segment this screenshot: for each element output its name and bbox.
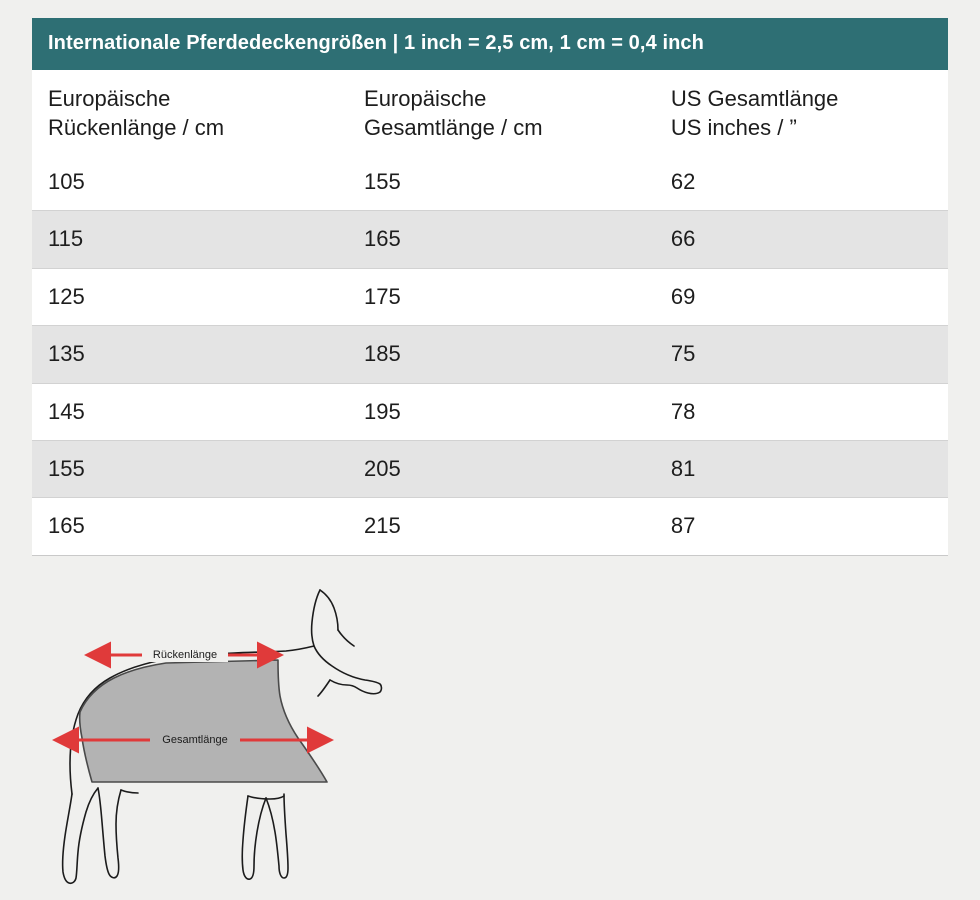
cell-total-length: 175 bbox=[348, 268, 655, 325]
cell-total-length: 195 bbox=[348, 383, 655, 440]
cell-total-length: 215 bbox=[348, 498, 655, 555]
cell-back-length: 155 bbox=[32, 441, 348, 498]
column-header-us-length bbox=[655, 70, 948, 154]
column-header-back-length-line1: Europäische bbox=[48, 86, 171, 111]
cell-total-length: 205 bbox=[348, 441, 655, 498]
cell-back-length: 135 bbox=[32, 326, 348, 383]
cell-total-length: 155 bbox=[348, 154, 655, 211]
cell-back-length: 165 bbox=[32, 498, 348, 555]
column-header-total-length bbox=[348, 70, 655, 154]
table-title: Internationale Pferdedeckengrößen | 1 inch = 2,5 cm, 1 cm = 0,4 inch bbox=[32, 18, 948, 70]
horse-blanket-shape bbox=[80, 660, 327, 782]
column-header-back-length bbox=[32, 70, 348, 154]
table-row bbox=[32, 268, 948, 325]
table-row bbox=[32, 498, 948, 555]
cell-us-length: 78 bbox=[655, 383, 948, 440]
table-row bbox=[32, 154, 948, 211]
table-body bbox=[32, 154, 948, 555]
cell-back-length: 105 bbox=[32, 154, 348, 211]
cell-us-length: 81 bbox=[655, 441, 948, 498]
column-header-total-length-line2: Gesamtlänge / cm bbox=[364, 115, 543, 141]
cell-us-length: 62 bbox=[655, 154, 948, 211]
table-header bbox=[32, 70, 948, 154]
table-row bbox=[32, 441, 948, 498]
size-table bbox=[32, 70, 948, 556]
column-header-total-length-line1: Europäische bbox=[364, 86, 487, 111]
cell-total-length: 165 bbox=[348, 211, 655, 268]
table-row bbox=[32, 211, 948, 268]
table-row bbox=[32, 326, 948, 383]
cell-us-length: 69 bbox=[655, 268, 948, 325]
table-row bbox=[32, 383, 948, 440]
table-header-row bbox=[32, 70, 948, 154]
cell-back-length: 115 bbox=[32, 211, 348, 268]
cell-total-length: 185 bbox=[348, 326, 655, 383]
cell-us-length: 75 bbox=[655, 326, 948, 383]
back-length-label: Rückenlänge bbox=[152, 649, 218, 661]
total-length-label: Gesamtlänge bbox=[162, 734, 228, 746]
cell-us-length: 87 bbox=[655, 498, 948, 555]
size-table-container bbox=[32, 18, 948, 556]
cell-back-length: 145 bbox=[32, 383, 348, 440]
cell-back-length: 125 bbox=[32, 268, 348, 325]
column-header-us-length-line2: US inches / ” bbox=[670, 115, 797, 141]
column-header-us-length-line1: US Gesamtlänge bbox=[670, 86, 839, 111]
column-header-back-length-line2: Rückenlänge / cm bbox=[48, 115, 225, 141]
cell-us-length: 66 bbox=[655, 211, 948, 268]
back-length-dimension bbox=[108, 645, 260, 662]
horse-measurement-diagram bbox=[20, 560, 440, 890]
